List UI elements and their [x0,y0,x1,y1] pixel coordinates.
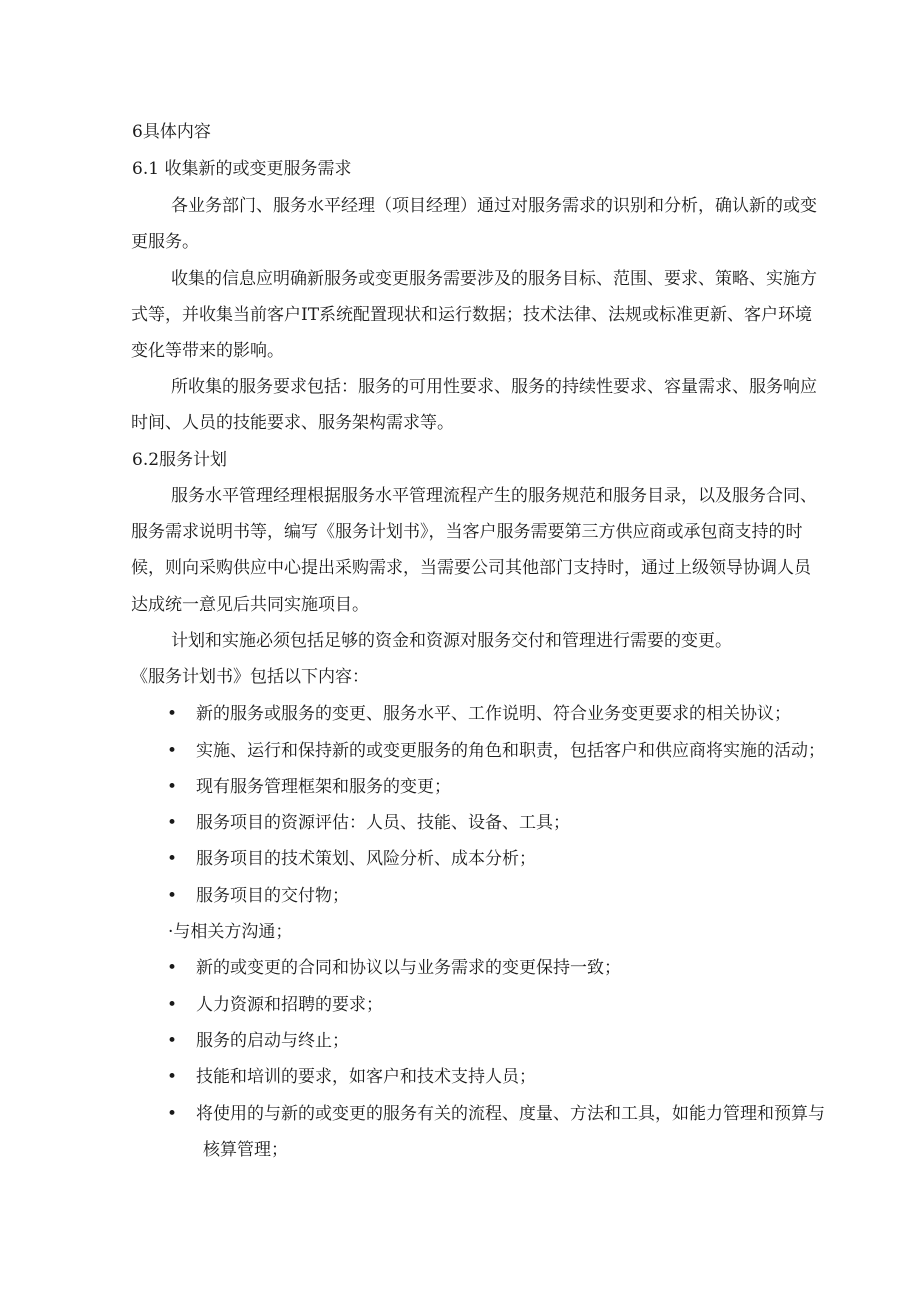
list-item-continuation: 核算管理； [203,1140,288,1160]
bullet-icon: • [167,886,178,906]
list-item: ·与相关方沟通； [168,922,293,942]
paragraph-line: 时间、人员的技能要求、服务架构需求等。 [131,413,454,433]
list-item: 服务的启动与终止； [196,1031,349,1051]
paragraph-line: 服务需求说明书等，编写《服务计划书》，当客户服务需要第三方供应商或承包商支持的时 [131,522,803,542]
section-heading: 6具体内容 [132,122,211,142]
list-item: 新的或变更的合同和协议以与业务需求的变更保持一致； [196,958,621,978]
paragraph-line: 收集的信息应明确新服务或变更服务需要涉及的服务目标、范围、要求、策略、实施方 [171,269,817,289]
bullet-icon: • [167,813,178,833]
paragraph-line: 各业务部门、服务水平经理（项目经理）通过对服务需求的识别和分析，确认新的或变 [171,196,817,216]
bullet-icon: • [167,1104,178,1124]
paragraph-line: 所收集的服务要求包括：服务的可用性要求、服务的持续性要求、容量需求、服务响应 [171,377,817,397]
list-item: 将使用的与新的或变更的服务有关的流程、度量、方法和工具，如能力管理和预算与 [196,1104,825,1124]
list-item: 服务项目的资源评估：人员、技能、设备、工具； [196,813,570,833]
bullet-icon: • [167,1067,178,1087]
bullet-icon: • [167,741,178,761]
bullet-icon: • [167,849,178,869]
bullet-icon: • [167,995,178,1015]
paragraph-line: 式等，并收集当前客户IT系统配置现状和运行数据；技术法律、法规或标准更新、客户环境 [131,305,813,325]
paragraph-line: 服务水平管理经理根据服务水平管理流程产生的服务规范和服务目录，以及服务合同、 [171,486,817,506]
list-item: 人力资源和招聘的要求； [196,995,383,1015]
subsection-heading-6-1: 6.1 收集新的或变更服务需求 [132,159,352,179]
list-item: 服务项目的交付物； [196,886,349,906]
list-item: 实施、运行和保持新的或变更服务的角色和职责，包括客户和供应商将实施的活动； [196,741,825,761]
list-item: 新的服务或服务的变更、服务水平、工作说明、符合业务变更要求的相关协议； [196,704,791,724]
bullet-icon: • [167,704,178,724]
subsection-heading-6-2: 6.2服务计划 [132,450,228,470]
list-item: 服务项目的技术策划、风险分析、成本分析； [196,849,536,869]
paragraph-line: 候，则向采购供应中心提出采购需求，当需要公司其他部门支持时，通过上级领导协调人员 [131,558,811,578]
bullet-icon: • [167,958,178,978]
list-item: 技能和培训的要求，如客户和技术支持人员； [196,1067,536,1087]
paragraph-line: 更服务。 [131,232,199,252]
bullet-icon: • [167,777,178,797]
paragraph-line: 达成统一意见后共同实施项目。 [131,595,369,615]
list-item: 现有服务管理框架和服务的变更； [196,777,451,797]
bullet-icon: • [167,1031,178,1051]
paragraph-line: 计划和实施必须包括足够的资金和资源对服务交付和管理进行需要的变更。 [171,631,732,651]
list-intro: 《服务计划书》包括以下内容： [131,667,369,687]
paragraph-line: 变化等带来的影响。 [131,341,284,361]
